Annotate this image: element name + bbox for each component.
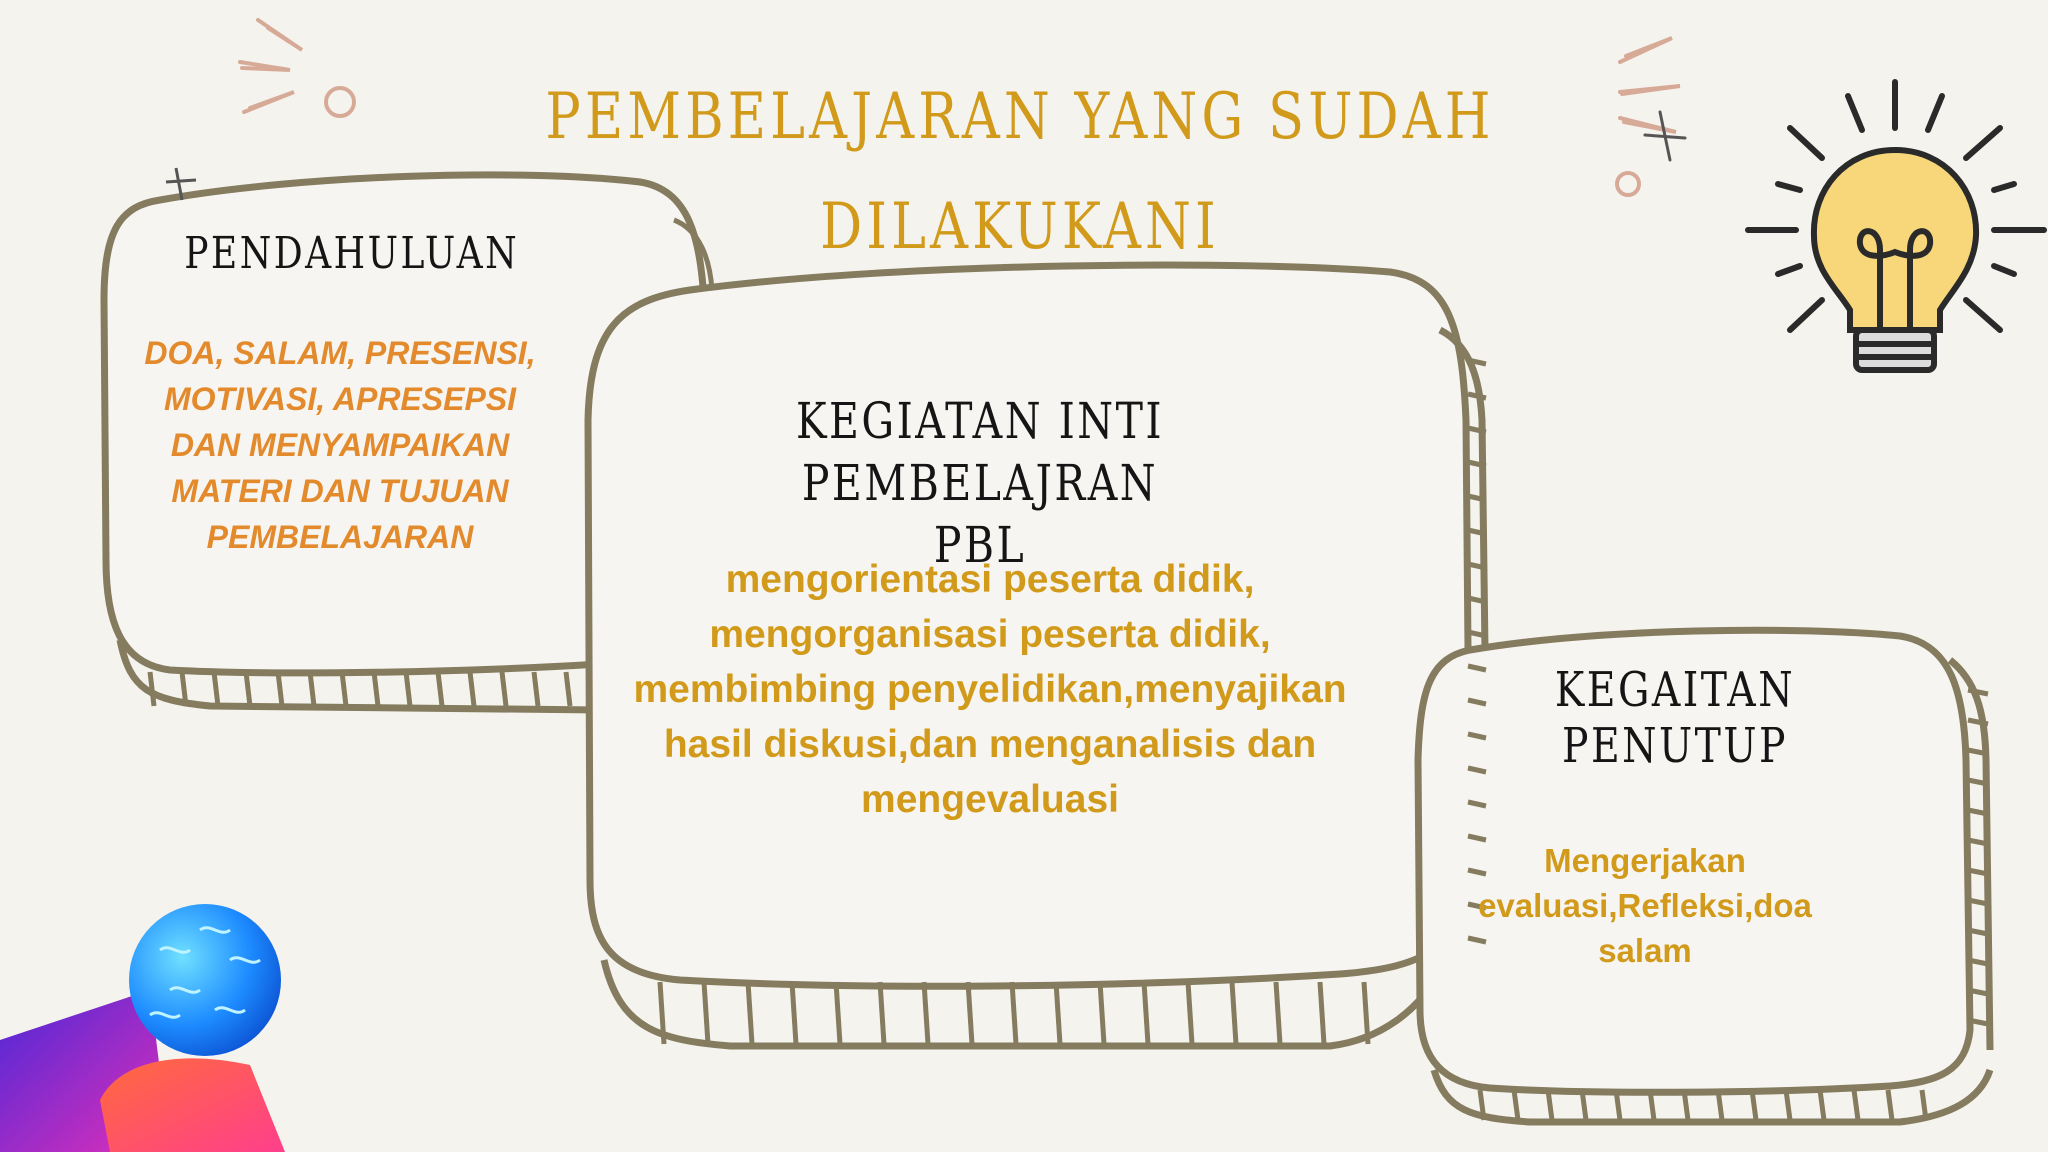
slide-title: PEMBELAJARAN YANG SUDAH DILAKUKANI bbox=[545, 80, 1495, 264]
pendahuluan-line: MOTIVASI, APRESEPSI bbox=[163, 381, 517, 417]
lightbulb-icon bbox=[1748, 82, 2044, 370]
pendahuluan-line: MATERI DAN TUJUAN bbox=[171, 473, 509, 509]
kegiatan-inti-heading-line: KEGIATAN INTI bbox=[795, 392, 1165, 450]
kegiatan-inti-body bbox=[600, 552, 1380, 827]
pendahuluan-line: PEMBELAJARAN bbox=[206, 519, 474, 555]
pendahuluan-heading: PENDAHULUAN bbox=[184, 228, 520, 279]
kegiatan-penutup-line: Mengerjakan bbox=[1544, 842, 1746, 879]
sparkle-lines-icon bbox=[240, 20, 354, 116]
kegiatan-inti-line: mengevaluasi bbox=[861, 778, 1119, 821]
sparkle-lines-icon bbox=[1617, 38, 1685, 195]
pendahuluan-body bbox=[120, 330, 560, 560]
kegiatan-inti-line: membimbing penyelidikan,menyajikan bbox=[633, 668, 1347, 711]
kegiatan-inti-heading bbox=[767, 390, 1193, 576]
globe-ball-icon bbox=[129, 904, 281, 1056]
kegiatan-inti-line: mengorientasi peserta didik, bbox=[725, 558, 1255, 601]
pendahuluan-line: DOA, SALAM, PRESENSI, bbox=[144, 335, 536, 371]
kegiatan-inti-line: hasil diskusi,dan menganalisis dan bbox=[663, 723, 1317, 766]
kegiatan-penutup-line: salam bbox=[1598, 932, 1692, 969]
kegiatan-inti-line: mengorganisasi peserta didik, bbox=[709, 613, 1271, 656]
kegiatan-penutup-heading: KEGAITAN PENUTUP bbox=[1554, 662, 1796, 774]
kegiatan-inti-heading-line: PEMBELAJRAN PBL bbox=[801, 454, 1159, 574]
pendahuluan-line: DAN MENYAMPAIKAN bbox=[170, 427, 510, 463]
kegiatan-penutup-body bbox=[1440, 838, 1850, 973]
kegiatan-penutup-line: evaluasi,Refleksi,doa bbox=[1478, 887, 1812, 924]
